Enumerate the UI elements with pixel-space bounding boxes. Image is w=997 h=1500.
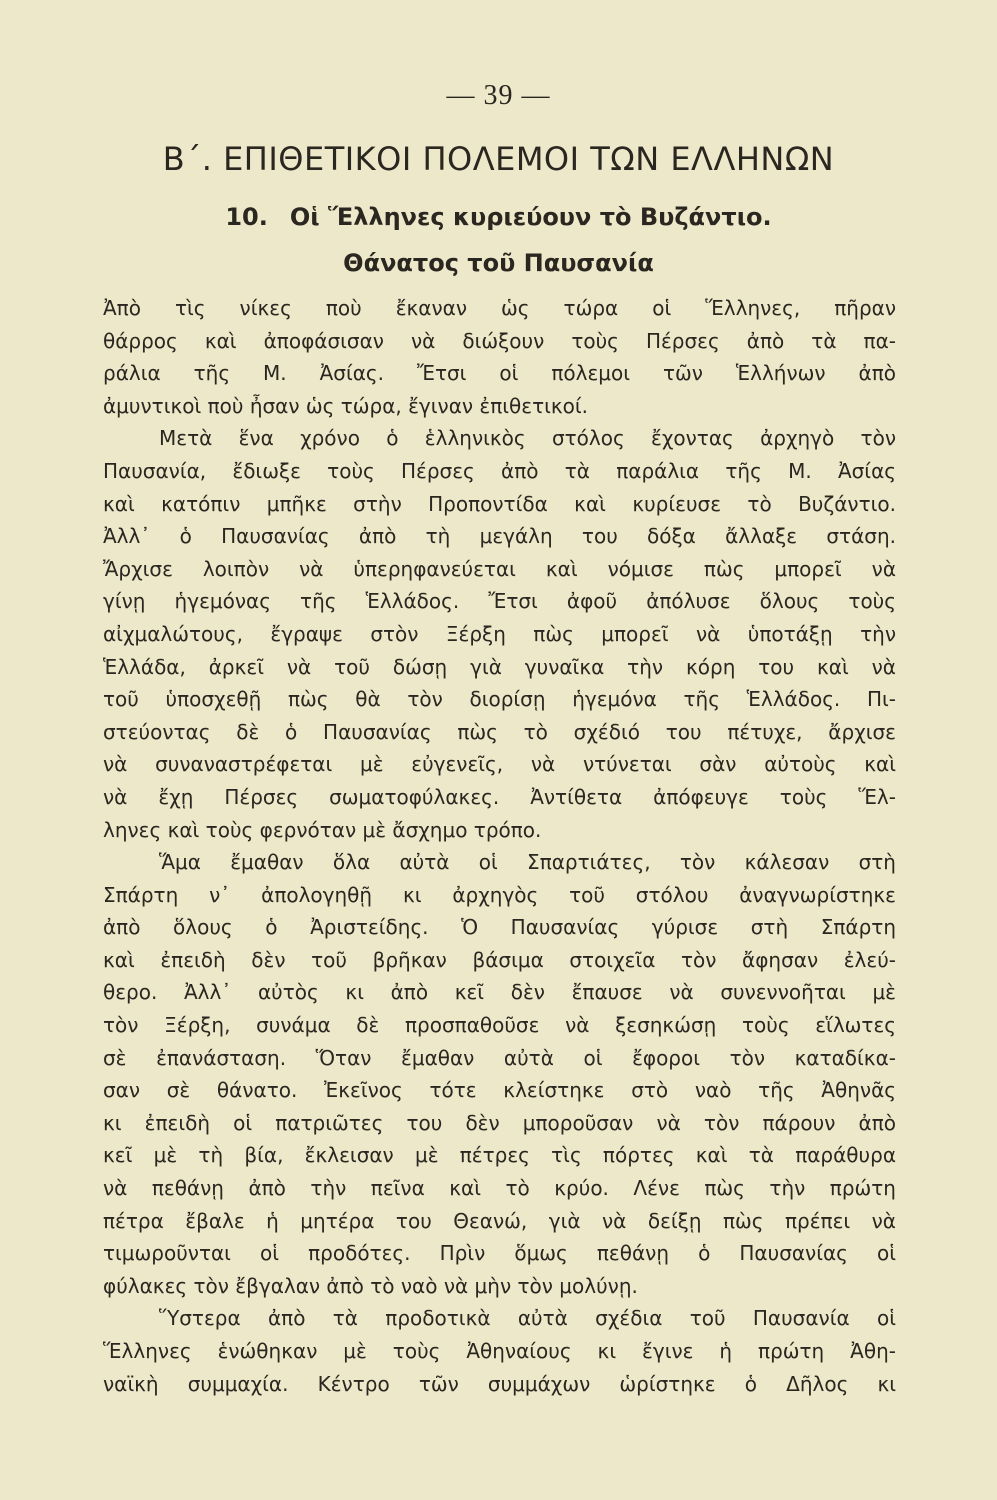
text-line: Σπάρτη ν᾽ ἀπολογηθῇ κι ἀρχηγὸς τοῦ στόλου ἀναγνωρίστηκε <box>103 882 896 907</box>
text-line: Ἀπὸ τὶς νίκες ποὺ ἔκαναν ὡς τώρα οἱ Ἕλληνες, πῆραν <box>103 296 896 320</box>
text-line: ράλια τῆς Μ. Ἀσίας. Ἔτσι οἱ πόλεμοι τῶν Ἑλλήνων ἀπὸ <box>103 361 896 386</box>
text-line: γίνῃ ἡγεμόνας τῆς Ἑλλάδος. Ἔτσι ἀφοῦ ἀπόλυσε ὅλους τοὺς <box>103 589 896 614</box>
text-line: θάρρος καὶ ἀποφάσισαν νὰ διώξουν τοὺς Πέρσες ἀπὸ τὰ πα- <box>103 328 896 353</box>
text-line: Ἄρχισε λοιπὸν νὰ ὑπερηφανεύεται καὶ νόμισε πὼς μπορεῖ νὰ <box>103 556 896 581</box>
text-line: ναϊκὴ συμμαχία. Κέντρο τῶν συμμάχων ὡρίστηκε ὁ Δῆλος κι <box>103 1371 896 1396</box>
text-line: ἀμυντικοὶ ποὺ ἦσαν ὡς τώρα, ἔγιναν ἐπιθετικοί. <box>103 393 589 418</box>
text-line: πέτρα ἔβαλε ἡ μητέρα του Θεανώ, γιὰ νὰ δείξῃ πὼς πρέπει νὰ <box>103 1208 896 1233</box>
text-line: αἰχμαλώτους, ἔγραψε στὸν Ξέρξη πὼς μπορεῖ νὰ ὑποτάξῃ τὴν <box>103 621 896 646</box>
text-line: καὶ ἐπειδὴ δὲν τοῦ βρῆκαν βάσιμα στοιχεῖα τὸν ἄφησαν ἐλεύ- <box>103 947 896 972</box>
text-line: στεύοντας δὲ ὁ Παυσανίας πὼς τὸ σχέδιό του πέτυχε, ἄρχισε <box>103 719 896 744</box>
text-line: Μετὰ ἕνα χρόνο ὁ ἑλληνικὸς στόλος ἔχοντας ἀρχηγὸ τὸν <box>159 426 896 451</box>
chapter-heading: Β΄. ΕΠΙΘΕΤΙΚΟΙ ΠΟΛΕΜΟΙ ΤΩΝ ΕΛΛΗΝΩΝ <box>162 140 835 178</box>
text-line: σὲ ἐπανάσταση. Ὅταν ἔμαθαν αὐτὰ οἱ ἔφοροι τὸν καταδίκα- <box>103 1045 896 1070</box>
section-title-line-1: Οἱ Ἕλληνες κυριεύουν τὸ Βυζάντιο. <box>289 203 772 231</box>
text-line: νὰ συναναστρέφεται μὲ εὐγενεῖς, νὰ ντύνεται σὰν αὐτοὺς καὶ <box>103 752 896 777</box>
text-line: νὰ ἔχῃ Πέρσες σωματοφύλακες. Ἀντίθετα ἀπόφευγε τοὺς Ἕλ- <box>103 784 896 809</box>
text-line: νὰ πεθάνῃ ἀπὸ τὴν πεῖνα καὶ τὸ κρύο. Λένε πὼς τὴν πρώτη <box>103 1176 896 1201</box>
section-title <box>0 203 997 231</box>
text-line: θερο. Ἀλλ᾽ αὐτὸς κι ἀπὸ κεῖ δὲν ἔπαυσε νὰ συνεννοῆται μὲ <box>103 980 896 1005</box>
text-line: καὶ κατόπιν μπῆκε στὴν Προποντίδα καὶ κυρίευσε τὸ Βυζάντιο. <box>103 491 896 516</box>
text-line: Ἕλληνες ἑνώθηκαν μὲ τοὺς Ἀθηναίους κι ἔγινε ἡ πρώτη Ἀθη- <box>103 1339 896 1363</box>
text-line: τιμωροῦνται οἱ προδότες. Πρὶν ὅμως πεθάνῃ ὁ Παυσανίας οἱ <box>103 1241 896 1266</box>
section-number: 10. <box>225 203 268 231</box>
text-line: Ἅμα ἔμαθαν ὅλα αὐτὰ οἱ Σπαρτιάτες, τὸν κάλεσαν στὴ <box>159 850 896 875</box>
body-text <box>103 292 896 1400</box>
text-line: τοῦ ὑποσχεθῇ πὼς θὰ τὸν διορίσῃ ἡγεμόνα τῆς Ἑλλάδος. Πι- <box>103 687 896 712</box>
text-line: τὸν Ξέρξη, συνάμα δὲ προσπαθοῦσε νὰ ξεσηκώσῃ τοὺς εἵλωτες <box>103 1013 896 1038</box>
page-number: — 39 — <box>446 80 551 111</box>
text-line: ληνες καὶ τοὺς φερνόταν μὲ ἄσχημο τρόπο. <box>103 817 542 842</box>
text-line: ἀπὸ ὅλους ὁ Ἀριστείδης. Ὁ Παυσανίας γύρισε στὴ Σπάρτη <box>103 915 896 940</box>
section-subtitle: Θάνατος τοῦ Παυσανία <box>343 249 654 277</box>
text-line: Ἀλλ᾽ ὁ Παυσανίας ἀπὸ τὴ μεγάλη του δόξα ἄλλαξε στάση. <box>103 524 896 549</box>
text-line: φύλακες τὸν ἔβγαλαν ἀπὸ τὸ ναὸ νὰ μὴν τὸν μολύνῃ. <box>103 1273 638 1298</box>
text-line: κεῖ μὲ τὴ βία, ἔκλεισαν μὲ πέτρες τὶς πόρτες καὶ τὰ παράθυρα <box>103 1143 896 1168</box>
text-line: σαν σὲ θάνατο. Ἐκεῖνος τότε κλείστηκε στὸ ναὸ τῆς Ἀθηνᾶς <box>103 1078 896 1103</box>
text-line: Ὕστερα ἀπὸ τὰ προδοτικὰ αὐτὰ σχέδια τοῦ Παυσανία οἱ <box>159 1306 896 1331</box>
text-line: κι ἐπειδὴ οἱ πατριῶτες του δὲν μποροῦσαν νὰ τὸν πάρουν ἀπὸ <box>103 1110 896 1135</box>
text-line: Ἑλλάδα, ἀρκεῖ νὰ τοῦ δώσῃ γιὰ γυναῖκα τὴν κόρη του καὶ νὰ <box>103 654 896 679</box>
text-line: Παυσανία, ἔδιωξε τοὺς Πέρσες ἀπὸ τὰ παράλια τῆς Μ. Ἀσίας <box>103 458 896 483</box>
